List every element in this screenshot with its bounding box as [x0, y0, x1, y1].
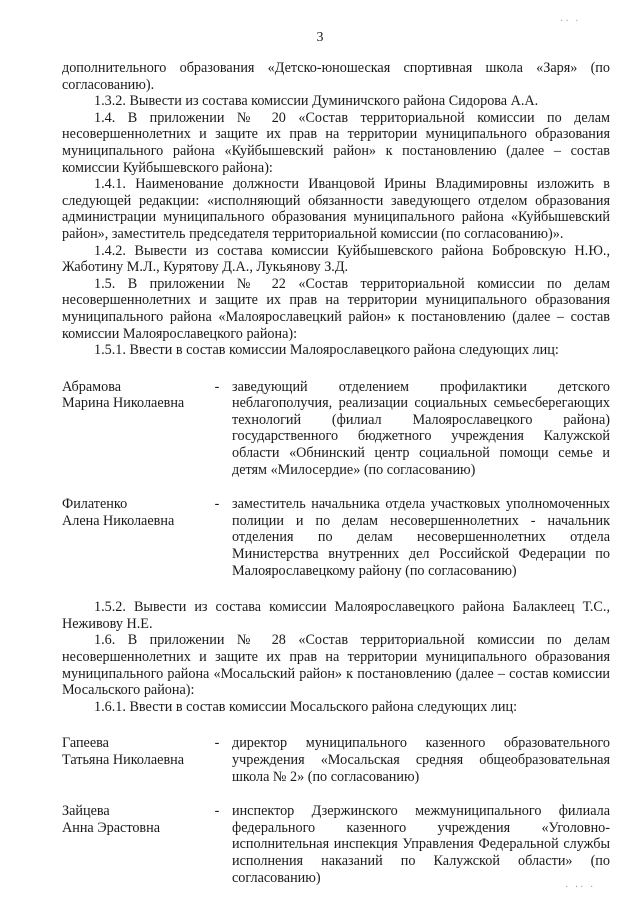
member-role: заведующий отделением профилактики детского неблагополучия, реализации социальных семьесберегающих технологий (филиал Малоярославецкого района) государственного бюджетного учреждения Калужской области «Обнинский центр социальной помощи семье и детям «Милосердие» (по согласованию): [232, 378, 610, 478]
member-entry: [62, 735, 610, 785]
member-name: [62, 735, 202, 785]
member-surname: Зайцева: [62, 803, 110, 820]
member-given-names: Алена Николаевна: [62, 512, 175, 529]
member-name: [62, 803, 202, 886]
page-number: 3: [316, 30, 324, 45]
paragraph: 1.5. В приложении № 22 «Состав территориальной комиссии по делам несовершеннолетних и защите их прав на территории муниципального образования муниципального района «Малоярославецкий район» к постановлению (далее – состав комиссии Малоярославецкого района):: [62, 275, 610, 342]
member-given-names: Татьяна Николаевна: [62, 751, 185, 768]
paragraph: дополнительного образования «Детско-юношеская спортивная школа «Заря» (по согласованию).: [62, 60, 610, 93]
dash-separator: -: [214, 378, 220, 395]
paragraph: 1.5.2. Вывести из состава комиссии Малоярославецкого района Балаклеец Т.С., Неживову Н.Е.: [62, 599, 610, 632]
paragraph: 1.6. В приложении № 28 «Состав территориальной комиссии по делам несовершеннолетних и защите их прав на территории муниципального образования муниципального района «Мосальский район» к постановлению (далее – состав комиссии Мосальского района):: [62, 632, 610, 699]
member-entry: [62, 803, 610, 886]
dash-separator: -: [214, 803, 220, 820]
member-name: [62, 379, 202, 479]
paragraph: 1.3.2. Вывести из состава комиссии Думиничского района Сидорова А.А.: [94, 93, 539, 110]
dash-separator: -: [214, 735, 220, 752]
scan-speck: · ·· ·: [565, 882, 596, 893]
paragraph: 1.4.1. Наименование должности Иванцовой Ирины Владимировны изложить в следующей редакции: «исполняющий обязанности заведующего отделом образования администрации муниципального образования муниципального района «Куйбышевский район», заместитель председателя территориальной комиссии (по согласованию)».: [62, 176, 610, 242]
member-entry: [62, 496, 610, 579]
paragraph: 1.5.1. Ввести в состав комиссии Малоярославецкого района следующих лиц:: [94, 342, 559, 359]
member-surname: Абрамова: [62, 378, 122, 395]
paragraph: 1.4. В приложении № 20 «Состав территориальной комиссии по делам несовершеннолетних и защите их прав на территории муниципального образования муниципального района «Куйбышевский район» к постановлению (далее – состав комиссии Куйбышевского района):: [62, 109, 610, 176]
scan-speck: ·· ·: [560, 16, 581, 27]
member-role: инспектор Дзержинского межмуниципального филиала федерального казенного учреждения «Уголовно-исполнительная инспекция Управления Федеральной службы исполнения наказаний по Калужской области» (по согласованию): [232, 803, 610, 886]
member-surname: Гапеева: [62, 735, 109, 752]
paragraph: 1.4.2. Вывести из состава комиссии Куйбышевского района Бобровскую Н.Ю., Жаботину М.Л., Курятову Д.А., Лукьянову З.Д.: [62, 242, 610, 276]
member-name: [62, 496, 202, 579]
paragraph: 1.6.1. Ввести в состав комиссии Мосальского района следующих лиц:: [94, 698, 518, 715]
document-body: [62, 60, 610, 886]
member-given-names: Анна Эрастовна: [62, 819, 161, 836]
member-surname: Филатенко: [62, 496, 128, 513]
member-given-names: Марина Николаевна: [62, 395, 185, 412]
member-role: директор муниципального казенного образовательного учреждения «Мосальская средняя общеобразовательная школа № 2» (по согласованию): [232, 735, 610, 785]
member-entry: [62, 379, 610, 479]
dash-separator: -: [214, 496, 220, 513]
member-role: заместитель начальника отдела участковых уполномоченных полиции и по делам несовершеннолетних - начальник отделения по делам несовершеннолетних отдела Министерства внутренних дел Российской Федерации по Малоярославецкому району (по согласованию): [232, 496, 610, 579]
